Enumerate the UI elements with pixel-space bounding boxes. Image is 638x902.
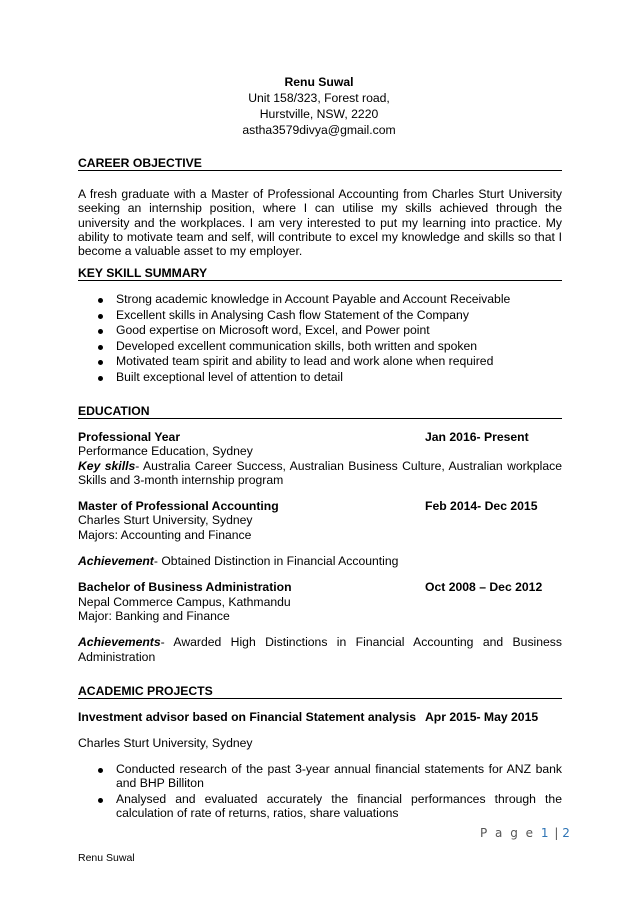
majors: Major: Banking and Finance xyxy=(78,608,230,623)
bullet-icon xyxy=(98,376,103,381)
institution: Performance Education, Sydney xyxy=(78,444,253,459)
bullet-icon xyxy=(98,329,103,334)
bullet-icon xyxy=(98,798,103,803)
email-address: astha3579divya@gmail.com xyxy=(242,123,396,137)
project-title: Investment advisor based on Financial Statement analysis xyxy=(78,710,416,724)
education-heading: EDUCATION xyxy=(78,404,562,419)
academic-projects-section xyxy=(78,684,562,821)
list-item: Developed excellent communication skills, both written and spoken xyxy=(78,339,562,355)
list-item: Analysed and evaluated accurately the financial performances through the calculation of rate of returns, ratios, share valuations xyxy=(78,792,562,821)
list-item: Good expertise on Microsoft word, Excel, and Power point xyxy=(78,323,562,339)
key-skills-section xyxy=(78,266,562,385)
bullet-icon xyxy=(98,360,103,365)
degree-title: Professional Year xyxy=(78,430,181,444)
career-objective-text: A fresh graduate with a Master of Professional Accounting from Charles Sturt University seeking an internship position, where I can utilise my skills achieved through the university and the workplaces. I am very interested to put my learning into practice. My ability to motivate team and self, will contribute to excel my knowledge and skills so that I become a valuable asset to my employer. xyxy=(78,187,562,259)
achievement-note: Achievement- Obtained Distinction in Financial Accounting xyxy=(78,554,399,569)
skills-list xyxy=(78,292,562,385)
institution: Charles Sturt University, Sydney xyxy=(78,513,253,528)
degree-date: Feb 2014- Dec 2015 xyxy=(425,499,538,514)
academic-projects-heading: ACADEMIC PROJECTS xyxy=(78,684,562,699)
page-current: 1 xyxy=(540,826,551,840)
majors: Majors: Accounting and Finance xyxy=(78,527,252,542)
education-entry-bachelor xyxy=(78,580,562,663)
page-total: 2 xyxy=(562,826,572,840)
project-institution: Charles Sturt University, Sydney xyxy=(78,736,253,751)
project-date: Apr 2015- May 2015 xyxy=(425,710,539,724)
list-item: Motivated team spirit and ability to lead and work alone when required xyxy=(78,354,562,370)
achievements-note: Achievements- Awarded High Distinctions in Financial Accounting and Business Administration xyxy=(78,635,562,664)
institution: Nepal Commerce Campus, Kathmandu xyxy=(78,594,291,609)
candidate-name: Renu Suwal xyxy=(284,75,354,89)
bullet-icon xyxy=(98,314,103,319)
bullet-icon xyxy=(98,768,103,773)
list-item: Built exceptional level of attention to detail xyxy=(78,370,562,386)
degree-date: Jan 2016- Present xyxy=(425,430,529,444)
bullet-icon xyxy=(98,298,103,303)
list-item: Excellent skills in Analysing Cash flow Statement of the Company xyxy=(78,308,562,324)
degree-date: Oct 2008 – Dec 2012 xyxy=(425,580,543,595)
project-list xyxy=(78,762,562,821)
career-objective-section xyxy=(78,156,562,258)
list-item: Conducted research of the past 3-year annual financial statements for ANZ bank and BHP Billiton xyxy=(78,762,562,791)
address-line-1: Unit 158/323, Forest road, xyxy=(248,91,390,105)
contact-header xyxy=(0,74,638,138)
degree-title: Bachelor of Business Administration xyxy=(78,580,292,595)
bullet-icon xyxy=(98,345,103,350)
footer-name: Renu Suwal xyxy=(78,852,135,864)
key-skills-heading: KEY SKILL SUMMARY xyxy=(78,266,562,281)
education-entry-master xyxy=(78,499,562,568)
address-line-2: Hurstville, NSW, 2220 xyxy=(259,107,379,121)
degree-title: Master of Professional Accounting xyxy=(78,499,279,514)
page-number: P a g e 1 | 2 xyxy=(480,826,572,840)
list-item: Strong academic knowledge in Account Payable and Account Receivable xyxy=(78,292,562,308)
education-section xyxy=(78,404,562,664)
education-entry-professional-year xyxy=(78,430,562,487)
career-objective-heading: CAREER OBJECTIVE xyxy=(78,156,562,171)
key-skills-note: Key skills- Australia Career Success, Australian Business Culture, Australian workplace Skills and 3-month internship program xyxy=(78,458,562,487)
